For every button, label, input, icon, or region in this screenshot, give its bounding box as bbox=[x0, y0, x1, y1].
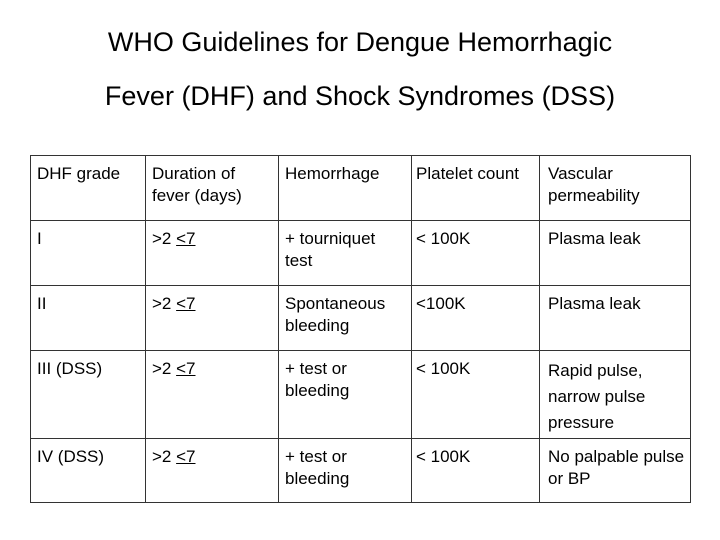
cell-duration bbox=[146, 286, 279, 351]
duration-min: >2 bbox=[152, 294, 177, 313]
cell-duration bbox=[146, 221, 279, 286]
duration-max: <7 bbox=[176, 447, 196, 466]
cell-platelet: < 100K bbox=[412, 439, 540, 503]
cell-hemorrhage: + tourniquet test bbox=[279, 221, 412, 286]
duration-min: >2 bbox=[152, 229, 177, 248]
cell-grade: III (DSS) bbox=[31, 351, 146, 439]
dhf-grading-table bbox=[30, 155, 691, 503]
header-hemorrhage: Hemorrhage bbox=[279, 156, 412, 221]
duration-min: >2 bbox=[152, 359, 177, 378]
table-row bbox=[31, 439, 691, 503]
duration-max: <7 bbox=[176, 229, 196, 248]
cell-platelet: <100K bbox=[412, 286, 540, 351]
header-platelet-count: Platelet count bbox=[412, 156, 540, 221]
header-duration: Duration of fever (days) bbox=[146, 156, 279, 221]
page-title-line-2: Fever (DHF) and Shock Syndromes (DSS) bbox=[104, 81, 616, 111]
cell-vascular: Rapid pulse, narrow pulse pressure bbox=[540, 351, 691, 439]
header-vascular-permeability: Vascular permeability bbox=[540, 156, 691, 221]
duration-max: <7 bbox=[176, 294, 196, 313]
cell-grade: II bbox=[31, 286, 146, 351]
duration-max: <7 bbox=[176, 359, 196, 378]
header-dhf-grade: DHF grade bbox=[31, 156, 146, 221]
cell-platelet: < 100K bbox=[412, 221, 540, 286]
table-row bbox=[31, 286, 691, 351]
page-title-line-1: WHO Guidelines for Dengue Hemorrhagic bbox=[107, 27, 613, 57]
cell-duration bbox=[146, 439, 279, 503]
cell-hemorrhage: + test or bleeding bbox=[279, 439, 412, 503]
cell-hemorrhage: + test or bleeding bbox=[279, 351, 412, 439]
table-header-row bbox=[31, 156, 691, 221]
table-row bbox=[31, 351, 691, 439]
cell-grade: IV (DSS) bbox=[31, 439, 146, 503]
cell-hemorrhage: Spontaneous bleeding bbox=[279, 286, 412, 351]
cell-grade: I bbox=[31, 221, 146, 286]
cell-vascular: No palpable pulse or BP bbox=[540, 439, 691, 503]
cell-vascular: Plasma leak bbox=[540, 286, 691, 351]
cell-platelet: < 100K bbox=[412, 351, 540, 439]
duration-min: >2 bbox=[152, 447, 177, 466]
table-row bbox=[31, 221, 691, 286]
cell-vascular: Plasma leak bbox=[540, 221, 691, 286]
cell-duration bbox=[146, 351, 279, 439]
